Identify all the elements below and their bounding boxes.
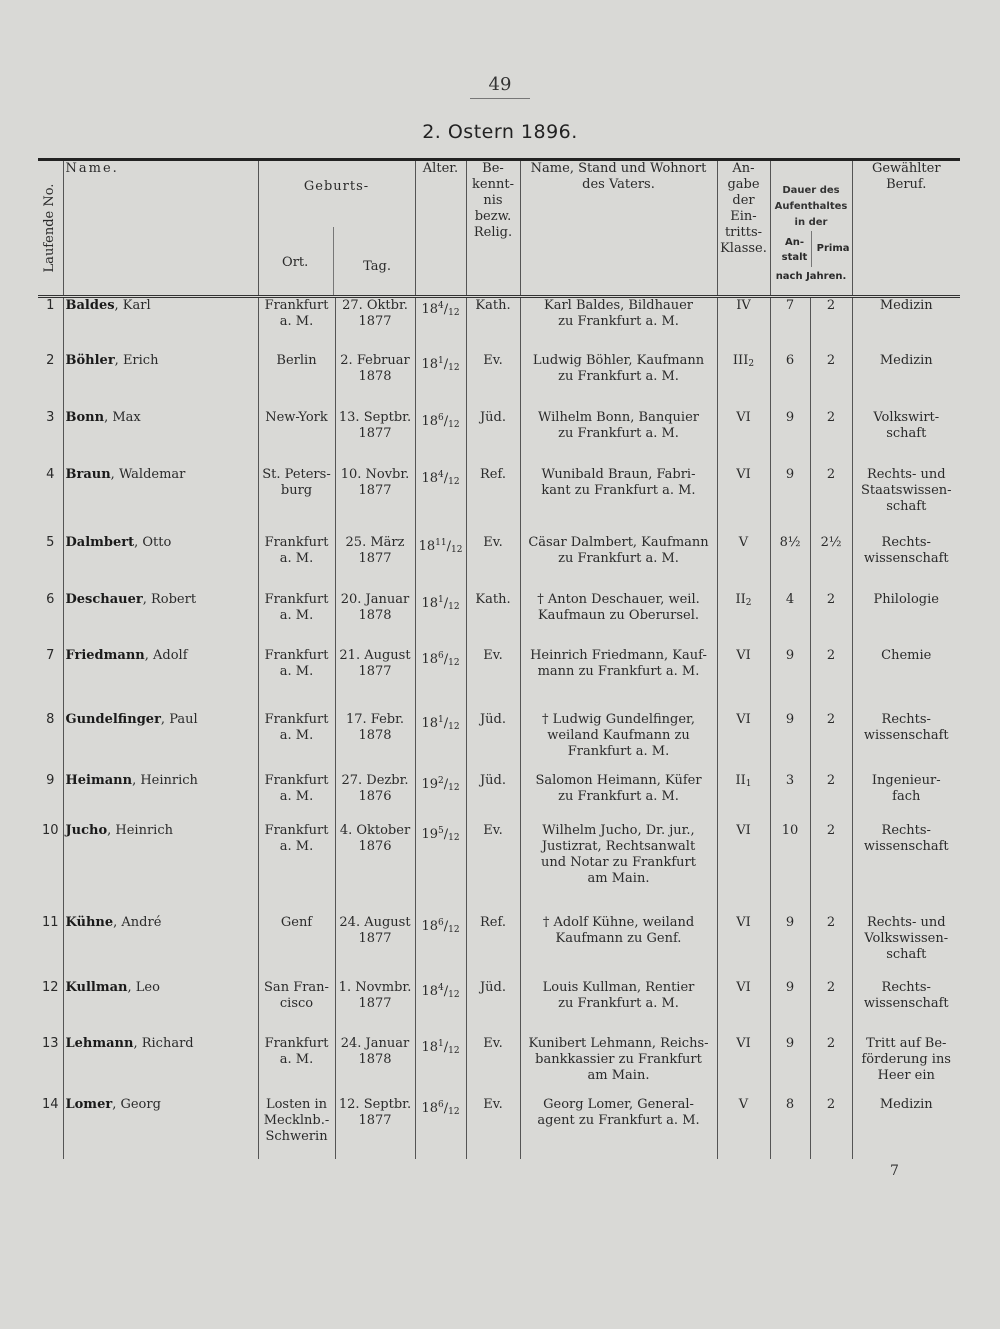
cell-religion: Jüd. xyxy=(466,773,520,823)
cell-eintrittsklasse xyxy=(717,297,770,353)
cell-religion: Ref. xyxy=(466,467,520,535)
cell-alter-denominator: 12 xyxy=(448,989,460,1000)
cell-klasse-roman: VI xyxy=(736,409,751,425)
cell-alter: $18^4/_{12}$ xyxy=(415,980,466,1036)
cell-vater: Wunibald Braun, Fabri- kant zu Frankfurt a. M. xyxy=(520,467,717,535)
cell-alter-numerator: 11 xyxy=(435,537,447,548)
page-number-rule xyxy=(470,98,530,99)
cell-given-name: Paul xyxy=(169,711,198,727)
cell-eintrittsklasse xyxy=(717,1097,770,1159)
cell-alter: $19^2/_{12}$ xyxy=(415,773,466,823)
cell-geburtsort: Frankfurt a. M. xyxy=(258,1036,335,1097)
cell-alter-denominator: 12 xyxy=(448,362,460,373)
cell-klasse-roman: VI xyxy=(736,647,751,663)
cell-laufende-no: 11 xyxy=(41,914,59,930)
cell-alter-whole: 18 xyxy=(421,356,438,372)
cell-alter-whole: 19 xyxy=(421,776,438,792)
cell-laufende-no: 9 xyxy=(46,772,55,788)
cell-alter-whole: 18 xyxy=(421,595,438,611)
cell-alter: $18^1/_{12}$ xyxy=(415,712,466,773)
cell-laufende-no: 14 xyxy=(41,1096,59,1112)
cell-alter-numerator: 1 xyxy=(437,355,444,366)
cell-geburtsort: Frankfurt a. M. xyxy=(258,823,335,915)
cell-geburtstag: 25. März 1877 xyxy=(335,535,415,592)
cell-klasse-sub: 2 xyxy=(745,597,752,608)
cell-given-name: André xyxy=(121,914,162,930)
cell-given-name: Max xyxy=(112,409,141,425)
cell-dauer-anstalt: 6 xyxy=(770,353,810,410)
cell-klasse-roman: V xyxy=(738,534,749,550)
cell-given-name: Georg xyxy=(120,1096,161,1112)
cell-dauer-anstalt: 8½ xyxy=(770,535,810,592)
cell-given-name: Erich xyxy=(122,352,159,368)
cell-klasse-roman: III xyxy=(732,352,749,368)
cell-surname: Lomer xyxy=(65,1096,113,1112)
cell-vater: Cäsar Dalmbert, Kaufmann zu Frankfurt a. M. xyxy=(520,535,717,592)
cell-klasse-roman: VI xyxy=(736,914,751,930)
cell-surname: Dalmbert xyxy=(65,534,135,550)
cell-beruf: Philologie xyxy=(852,592,960,648)
cell-alter-numerator: 6 xyxy=(437,917,444,928)
cell-alter-denominator: 12 xyxy=(448,657,460,668)
cell-geburtsort: New-York xyxy=(258,410,335,467)
cell-geburtstag: 4. Oktober 1876 xyxy=(335,823,415,915)
student-register-table xyxy=(38,158,960,1159)
cell-dauer-anstalt: 4 xyxy=(770,592,810,648)
cell-beruf: Tritt auf Be- förderung ins Heer ein xyxy=(852,1036,960,1097)
cell-vater: † Ludwig Gundelfinger, weiland Kaufmann zu Frankfurt a. M. xyxy=(520,712,717,773)
cell-beruf: Rechts- und Staatswissen- schaft xyxy=(852,467,960,535)
header-vater: Name, Stand und Wohnort des Vaters. xyxy=(520,160,717,297)
cell-dauer-prima: 2½ xyxy=(810,535,852,592)
cell-beruf: Chemie xyxy=(852,648,960,712)
header-alter: Alter. xyxy=(415,160,466,297)
table-row xyxy=(38,980,960,1036)
cell-beruf: Rechts- und Volkswissen- schaft xyxy=(852,915,960,980)
cell-vater: Kunibert Lehmann, Reichs- bankkassier zu Frankfurt am Main. xyxy=(520,1036,717,1097)
cell-geburtstag: 24. August 1877 xyxy=(335,915,415,980)
cell-surname: Böhler xyxy=(65,352,115,368)
cell-geburtstag: 10. Novbr. 1877 xyxy=(335,467,415,535)
table-row xyxy=(38,592,960,648)
cell-dauer-prima: 2 xyxy=(810,823,852,915)
cell-dauer-prima: 2 xyxy=(810,592,852,648)
cell-surname: Braun xyxy=(65,466,111,482)
cell-geburtstag: 27. Dezbr. 1876 xyxy=(335,773,415,823)
cell-dauer-prima: 2 xyxy=(810,712,852,773)
cell-geburtsort: Berlin xyxy=(258,353,335,410)
cell-alter-numerator: 6 xyxy=(437,412,444,423)
cell-religion: Jüd. xyxy=(466,410,520,467)
table-body xyxy=(38,297,960,1159)
cell-name: Kullman, Leo xyxy=(63,980,258,1036)
cell-eintrittsklasse xyxy=(717,353,770,410)
cell-dauer-anstalt: 10 xyxy=(770,823,810,915)
cell-beruf: Rechts- wissenschaft xyxy=(852,823,960,915)
cell-alter: $18^6/_{12}$ xyxy=(415,915,466,980)
table-row xyxy=(38,1097,960,1159)
cell-alter: $18^4/_{12}$ xyxy=(415,467,466,535)
cell-dauer-anstalt: 9 xyxy=(770,1036,810,1097)
header-dauer-title: Dauer des Aufenthaltes in der xyxy=(774,185,848,228)
cell-vater: Salomon Heimann, Küfer zu Frankfurt a. M. xyxy=(520,773,717,823)
header-ort: Ort. xyxy=(282,255,309,270)
cell-dauer-anstalt: 9 xyxy=(770,915,810,980)
cell-alter: $19^5/_{12}$ xyxy=(415,823,466,915)
cell-dauer-anstalt: 9 xyxy=(770,648,810,712)
cell-surname: Kühne xyxy=(65,914,114,930)
cell-geburtstag: 12. Septbr. 1877 xyxy=(335,1097,415,1159)
cell-alter-numerator: 5 xyxy=(437,825,444,836)
header-dauer xyxy=(770,160,852,297)
cell-alter: $18^4/_{12}$ xyxy=(415,297,466,353)
cell-geburtstag: 21. August 1877 xyxy=(335,648,415,712)
cell-alter: $18^1/_{12}$ xyxy=(415,1036,466,1097)
cell-geburtstag: 17. Febr. 1878 xyxy=(335,712,415,773)
cell-name: Kühne, André xyxy=(63,915,258,980)
cell-vater: Georg Lomer, General- agent zu Frankfurt a. M. xyxy=(520,1097,717,1159)
cell-name: Bonn, Max xyxy=(63,410,258,467)
cell-geburtstag: 1. Novmbr. 1877 xyxy=(335,980,415,1036)
cell-dauer-prima: 2 xyxy=(810,1097,852,1159)
cell-alter-whole: 18 xyxy=(421,983,438,999)
cell-alter-numerator: 1 xyxy=(437,594,444,605)
corner-mark: 7 xyxy=(890,1163,899,1179)
cell-surname: Lehmann xyxy=(65,1035,134,1051)
cell-dauer-anstalt: 3 xyxy=(770,773,810,823)
cell-dauer-prima: 2 xyxy=(810,297,852,353)
cell-geburtstag: 20. Januar 1878 xyxy=(335,592,415,648)
cell-beruf: Medizin xyxy=(852,353,960,410)
cell-geburtsort: Frankfurt a. M. xyxy=(258,535,335,592)
page-number: 49 xyxy=(488,74,512,95)
cell-alter-denominator: 12 xyxy=(448,832,460,843)
cell-given-name: Karl xyxy=(122,298,151,313)
header-geburts-title: Geburts- xyxy=(303,179,370,194)
cell-alter-whole: 18 xyxy=(421,1100,438,1116)
cell-beruf: Rechts- wissenschaft xyxy=(852,712,960,773)
cell-laufende-no: 3 xyxy=(46,409,55,425)
cell-name: Gundelfinger, Paul xyxy=(63,712,258,773)
cell-eintrittsklasse xyxy=(717,773,770,823)
cell-alter-denominator: 12 xyxy=(448,419,460,430)
cell-surname: Deschauer xyxy=(65,591,143,607)
cell-alter: $18^1/_{12}$ xyxy=(415,592,466,648)
cell-alter-denominator: 12 xyxy=(448,476,460,487)
cell-beruf: Medizin xyxy=(852,297,960,353)
cell-beruf: Volkswirt- schaft xyxy=(852,410,960,467)
cell-vater: Karl Baldes, Bildhauer zu Frankfurt a. M. xyxy=(520,297,717,353)
cell-dauer-anstalt: 9 xyxy=(770,467,810,535)
cell-eintrittsklasse xyxy=(717,1036,770,1097)
cell-vater: Louis Kullman, Rentier zu Frankfurt a. M. xyxy=(520,980,717,1036)
cell-geburtsort: San Fran- cisco xyxy=(258,980,335,1036)
table-header-row xyxy=(38,160,960,297)
cell-name: Braun, Waldemar xyxy=(63,467,258,535)
cell-alter-numerator: 1 xyxy=(437,1038,444,1049)
cell-klasse-roman: II xyxy=(735,591,746,607)
cell-religion: Jüd. xyxy=(466,980,520,1036)
cell-geburtsort: Frankfurt a. M. xyxy=(258,712,335,773)
cell-name: Lehmann, Richard xyxy=(63,1036,258,1097)
cell-alter-numerator: 6 xyxy=(437,1099,444,1110)
cell-geburtstag: 2. Februar 1878 xyxy=(335,353,415,410)
cell-religion: Ev. xyxy=(466,823,520,915)
cell-alter-denominator: 12 xyxy=(448,924,460,935)
cell-dauer-anstalt: 9 xyxy=(770,410,810,467)
cell-alter-numerator: 1 xyxy=(437,714,444,725)
cell-laufende-no: 8 xyxy=(46,711,55,727)
cell-alter-whole: 19 xyxy=(421,826,438,842)
table-row xyxy=(38,410,960,467)
cell-vater: Ludwig Böhler, Kaufmann zu Frankfurt a. M. xyxy=(520,353,717,410)
cell-name: Deschauer, Robert xyxy=(63,592,258,648)
cell-given-name: Waldemar xyxy=(118,466,186,482)
cell-klasse-roman: IV xyxy=(736,298,751,313)
header-tag: Tag. xyxy=(363,259,391,274)
cell-klasse-roman: VI xyxy=(736,979,751,995)
cell-surname: Friedmann xyxy=(65,647,145,663)
cell-dauer-anstalt: 7 xyxy=(770,297,810,353)
cell-alter-denominator: 12 xyxy=(448,601,460,612)
cell-laufende-no: 6 xyxy=(46,591,55,607)
cell-religion: Kath. xyxy=(466,297,520,353)
cell-laufende-no: 7 xyxy=(46,647,55,663)
cell-alter-denominator: 12 xyxy=(450,544,463,555)
cell-surname: Gundelfinger xyxy=(65,711,161,727)
header-dauer-prima: Prima xyxy=(816,243,850,254)
cell-alter: $18^6/_{12}$ xyxy=(415,648,466,712)
table-row xyxy=(38,353,960,410)
table-row xyxy=(38,467,960,535)
cell-alter-numerator: 4 xyxy=(437,469,444,480)
cell-alter: $18^{11}/_{12}$ xyxy=(415,535,466,592)
cell-alter: $18^6/_{12}$ xyxy=(415,1097,466,1159)
cell-surname: Jucho xyxy=(65,822,108,838)
cell-alter-whole: 18 xyxy=(421,413,438,429)
cell-laufende-no: 4 xyxy=(46,466,55,482)
table-row xyxy=(38,1036,960,1097)
cell-alter-whole: 18 xyxy=(421,302,438,317)
header-laufende-no: Laufende No. xyxy=(38,160,63,297)
cell-vater: † Anton Deschauer, weil. Kaufmaun zu Oberursel. xyxy=(520,592,717,648)
cell-given-name: Heinrich xyxy=(115,822,173,838)
cell-dauer-anstalt: 9 xyxy=(770,980,810,1036)
cell-eintrittsklasse xyxy=(717,648,770,712)
cell-alter: $18^1/_{12}$ xyxy=(415,353,466,410)
cell-religion: Ref. xyxy=(466,915,520,980)
cell-given-name: Leo xyxy=(135,979,160,995)
cell-klasse-roman: VI xyxy=(736,1035,751,1051)
cell-religion: Jüd. xyxy=(466,712,520,773)
cell-klasse-roman: II xyxy=(735,772,746,788)
cell-vater: Wilhelm Jucho, Dr. jur., Justizrat, Rechtsanwalt und Notar zu Frankfurt am Main. xyxy=(520,823,717,915)
cell-alter-whole: 18 xyxy=(418,538,436,554)
cell-eintrittsklasse xyxy=(717,712,770,773)
cell-klasse-sub: 2 xyxy=(748,358,755,369)
cell-klasse-roman: VI xyxy=(736,822,751,838)
cell-dauer-anstalt: 8 xyxy=(770,1097,810,1159)
cell-given-name: Adolf xyxy=(153,647,188,663)
cell-religion: Ev. xyxy=(466,1097,520,1159)
cell-dauer-prima: 2 xyxy=(810,410,852,467)
cell-geburtsort: Frankfurt a. M. xyxy=(258,297,335,353)
cell-alter-numerator: 4 xyxy=(437,982,444,993)
table-row xyxy=(38,773,960,823)
cell-alter-whole: 18 xyxy=(421,470,438,486)
cell-alter-denominator: 12 xyxy=(448,721,460,732)
cell-alter-denominator: 12 xyxy=(448,308,460,318)
header-beruf: Gewählter Beruf. xyxy=(852,160,960,297)
cell-laufende-no: 2 xyxy=(46,352,55,368)
cell-beruf: Medizin xyxy=(852,1097,960,1159)
cell-name: Jucho, Heinrich xyxy=(63,823,258,915)
cell-beruf: Ingenieur- fach xyxy=(852,773,960,823)
cell-geburtstag: 13. Septbr. 1877 xyxy=(335,410,415,467)
cell-alter-whole: 18 xyxy=(421,651,438,667)
table-row xyxy=(38,823,960,915)
cell-given-name: Robert xyxy=(151,591,197,607)
cell-eintrittsklasse xyxy=(717,823,770,915)
cell-geburtsort: St. Peters- burg xyxy=(258,467,335,535)
table-row xyxy=(38,712,960,773)
cell-vater: † Adolf Kühne, weiland Kaufmann zu Genf. xyxy=(520,915,717,980)
cell-religion: Kath. xyxy=(466,592,520,648)
cell-eintrittsklasse xyxy=(717,592,770,648)
cell-eintrittsklasse xyxy=(717,915,770,980)
cell-name: Böhler, Erich xyxy=(63,353,258,410)
cell-dauer-anstalt: 9 xyxy=(770,712,810,773)
cell-geburtsort: Frankfurt a. M. xyxy=(258,592,335,648)
cell-dauer-prima: 2 xyxy=(810,773,852,823)
cell-alter-denominator: 12 xyxy=(448,1106,460,1117)
cell-klasse-sub: 1 xyxy=(745,778,752,789)
cell-vater: Wilhelm Bonn, Banquier zu Frankfurt a. M. xyxy=(520,410,717,467)
cell-alter-denominator: 12 xyxy=(448,782,460,793)
cell-name: Heimann, Heinrich xyxy=(63,773,258,823)
cell-name: Dalmbert, Otto xyxy=(63,535,258,592)
cell-alter-numerator: 4 xyxy=(437,301,444,311)
cell-dauer-prima: 2 xyxy=(810,915,852,980)
cell-religion: Ev. xyxy=(466,1036,520,1097)
cell-geburtsort: Genf xyxy=(258,915,335,980)
cell-religion: Ev. xyxy=(466,535,520,592)
header-angabe: An- gabe der Ein- tritts- Klasse. xyxy=(717,160,770,297)
table-row xyxy=(38,648,960,712)
cell-eintrittsklasse xyxy=(717,467,770,535)
cell-laufende-no: 13 xyxy=(41,1035,59,1051)
cell-eintrittsklasse xyxy=(717,980,770,1036)
cell-dauer-prima: 2 xyxy=(810,1036,852,1097)
cell-laufende-no: 12 xyxy=(41,979,59,995)
cell-geburtsort: Frankfurt a. M. xyxy=(258,648,335,712)
cell-alter-numerator: 2 xyxy=(437,775,444,786)
cell-geburtsort: Losten in Mecklnb.- Schwerin xyxy=(258,1097,335,1159)
cell-klasse-roman: VI xyxy=(736,711,751,727)
cell-surname: Bonn xyxy=(65,409,105,425)
cell-eintrittsklasse xyxy=(717,535,770,592)
cell-surname: Baldes xyxy=(65,298,115,313)
header-dauer-foot: nach Jahren. xyxy=(775,271,847,282)
cell-laufende-no: 5 xyxy=(46,534,55,550)
header-bekenntnis: Be- kennt- nis bezw. Relig. xyxy=(466,160,520,297)
cell-beruf: Rechts- wissenschaft xyxy=(852,535,960,592)
cell-klasse-roman: VI xyxy=(736,466,751,482)
section-title: 2. Ostern 1896. xyxy=(422,121,578,143)
cell-religion: Ev. xyxy=(466,648,520,712)
cell-alter-numerator: 6 xyxy=(437,650,444,661)
cell-given-name: Heinrich xyxy=(140,772,198,788)
cell-surname: Kullman xyxy=(65,979,128,995)
cell-dauer-prima: 2 xyxy=(810,467,852,535)
cell-laufende-no: 10 xyxy=(41,822,59,838)
cell-geburtsort: Frankfurt a. M. xyxy=(258,773,335,823)
cell-dauer-prima: 2 xyxy=(810,648,852,712)
cell-given-name: Otto xyxy=(142,534,172,550)
cell-vater: Heinrich Friedmann, Kauf- mann zu Frankfurt a. M. xyxy=(520,648,717,712)
cell-alter-whole: 18 xyxy=(421,1039,438,1055)
table-row xyxy=(38,297,960,353)
cell-geburtstag: 27. Oktbr. 1877 xyxy=(335,297,415,353)
cell-alter: $18^6/_{12}$ xyxy=(415,410,466,467)
cell-klasse-roman: V xyxy=(738,1096,749,1112)
cell-name: Lomer, Georg xyxy=(63,1097,258,1159)
header-dauer-anstalt: An- stalt xyxy=(781,237,808,263)
cell-surname: Heimann xyxy=(65,772,133,788)
cell-dauer-prima: 2 xyxy=(810,353,852,410)
cell-alter-whole: 18 xyxy=(421,918,438,934)
cell-alter-denominator: 12 xyxy=(448,1045,460,1056)
table-row xyxy=(38,915,960,980)
cell-geburtstag: 24. Januar 1878 xyxy=(335,1036,415,1097)
header-name: Name. xyxy=(63,160,258,297)
cell-name: Friedmann, Adolf xyxy=(63,648,258,712)
table-row xyxy=(38,535,960,592)
header-geburts xyxy=(258,160,415,297)
cell-dauer-prima: 2 xyxy=(810,980,852,1036)
cell-beruf: Rechts- wissenschaft xyxy=(852,980,960,1036)
cell-given-name: Richard xyxy=(141,1035,194,1051)
cell-name: Baldes, Karl xyxy=(63,297,258,353)
cell-religion: Ev. xyxy=(466,353,520,410)
cell-laufende-no: 1 xyxy=(46,298,55,313)
cell-alter-whole: 18 xyxy=(421,715,438,731)
cell-eintrittsklasse xyxy=(717,410,770,467)
